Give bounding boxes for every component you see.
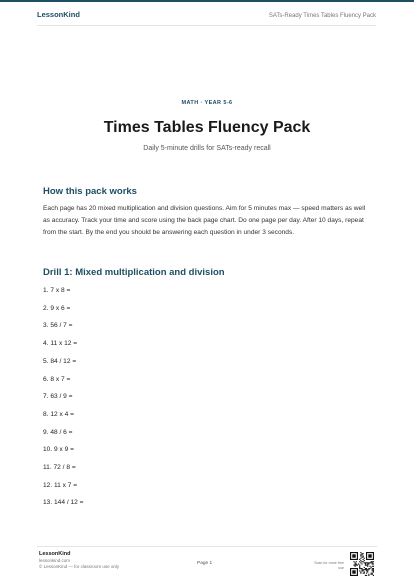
question-item: 3. 56 / 7 = [43,322,73,330]
question-item: 12. 11 x 7 = [43,481,78,489]
page-footer [37,546,377,570]
scan-caption: Scan for more free use [314,561,344,570]
question-item: 4. 11 x 12 = [43,340,78,348]
page-number: Page 1 [197,561,213,566]
page-header [37,10,376,26]
drill-heading: Drill 1: Mixed multiplication and division [43,267,225,278]
footer-copyright: © LessonKind — for classroom use only [39,564,120,569]
question-item: 2. 9 x 6 = [43,304,71,312]
footer-brand: LessonKind [39,551,71,557]
footer-info [39,551,119,570]
question-item: 1. 7 x 8 = [43,287,71,294]
question-item: 6. 8 x 7 = [43,375,71,383]
question-item: 7. 63 / 9 = [43,393,73,401]
question-item: 5. 84 / 12 = [43,357,77,365]
qr-code-icon[interactable] [350,552,374,576]
question-item: 11. 72 / 8 = [43,464,76,471]
question-item: 13. 144 / 12 = [43,499,84,507]
page-subtitle: Daily 5-minute drills for SATs-ready recall [143,145,271,152]
how-it-works-body: Each page has 20 mixed multiplication and division questions. Aim for 5 minutes max — speed matters as well as accuracy. Track your time and score using the back page chart. Do one page per day. After 10 days, repeat from the start. By the end you should be answering each question in under 3 seconds. [43,205,366,236]
header-doc-title: SATs-Ready Times Tables Fluency Pack [268,13,376,19]
page-title: Times Tables Fluency Pack [103,119,311,136]
top-accent-rule [0,0,414,2]
how-it-works-heading: How this pack works [43,186,137,197]
question-item: 10. 9 x 9 = [43,446,74,454]
header-brand: LessonKind [37,10,80,19]
question-item: 9. 48 / 6 = [43,428,73,436]
question-item: 8. 12 x 4 = [43,410,74,418]
subject-eyebrow: MATH · YEAR 5-6 [181,100,233,106]
footer-url: lessonkind.com [39,558,71,563]
